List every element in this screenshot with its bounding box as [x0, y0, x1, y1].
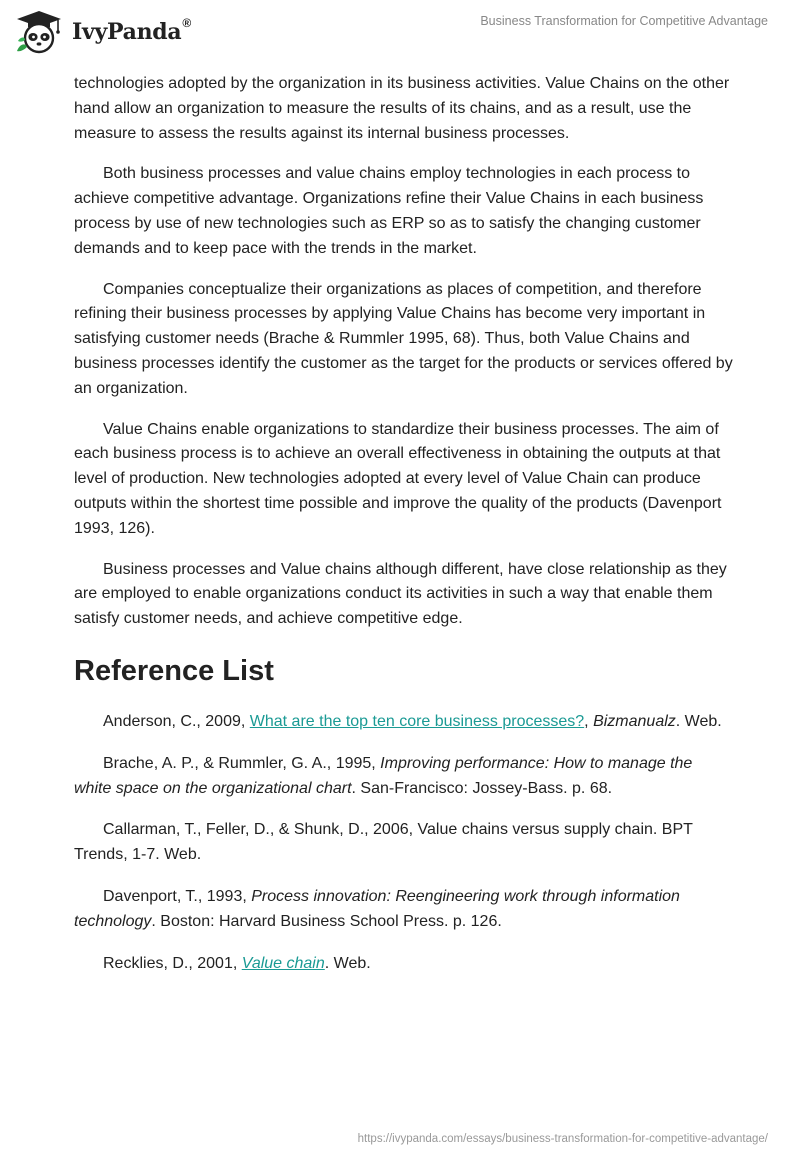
body-paragraph: Business processes and Value chains although different, have close relationship as they are employed to enable organizations conduct its activities in such a way that enable them satisfy customer needs, and achieve competitive edge. [74, 560, 727, 628]
reference-item: Davenport, T., 1993, Process innovation: Reengineering work through information technology. Boston: Harvard Business School Press. p. 126. [74, 887, 680, 930]
reference-list-heading: Reference List [74, 654, 274, 687]
panda-graduate-icon [14, 9, 64, 55]
page-header [0, 0, 800, 62]
essay-content [74, 72, 734, 993]
reference-item: Anderson, C., 2009, What are the top ten core business processes?, Bizmanualz. Web. [103, 712, 722, 730]
ivypanda-logo[interactable] [14, 8, 191, 56]
reference-item: Callarman, T., Feller, D., & Shunk, D., 2006, Value chains versus supply chain. BPT Trends, 1-7. Web. [74, 821, 693, 864]
source-url: https://ivypanda.com/essays/business-transformation-for-competitive-advantage/ [357, 1133, 768, 1145]
body-paragraph: Companies conceptualize their organizations as places of competition, and therefore refining their business processes by applying Value Chains has become very important in satisfying customer needs (Brache & Rummler 1995, 68). Thus, both Value Chains and business processes identify the customer as the target for the products or services offered by an organization. [74, 280, 733, 397]
body-paragraph: Value Chains enable organizations to standardize their business processes. The aim of each business process is to achieve an overall effectiveness in obtaining the outputs at that level of production. New technologies adopted at every level of Value Chain can produce outputs within the shortest time possible and improve the quality of the products (Davenport 1993, 126). [74, 420, 722, 537]
brand-name: IvyPanda® [72, 15, 191, 45]
reference-item: Recklies, D., 2001, Value chain. Web. [103, 954, 371, 972]
reference-link[interactable]: What are the top ten core business processes? [249, 712, 585, 730]
body-paragraph: Both business processes and value chains employ technologies in each process to achieve competitive advantage. Organizations refine their Value Chains in each business process by use of new technologies such as ERP so as to satisfy the changing customer demands and to keep pace with the trends in the market. [74, 165, 704, 257]
reference-item: Brache, A. P., & Rummler, G. A., 1995, Improving performance: How to manage the white space on the organizational chart. San-Francisco: Jossey-Bass. p. 68. [74, 754, 693, 797]
reference-link[interactable]: Value chain [241, 954, 325, 972]
body-paragraph: technologies adopted by the organization in its business activities. Value Chains on the other hand allow an organization to measure the results of its chains, and as a result, use the measure to assess the results against its internal business processes. [74, 75, 730, 142]
running-title: Business Transformation for Competitive Advantage [480, 14, 768, 28]
